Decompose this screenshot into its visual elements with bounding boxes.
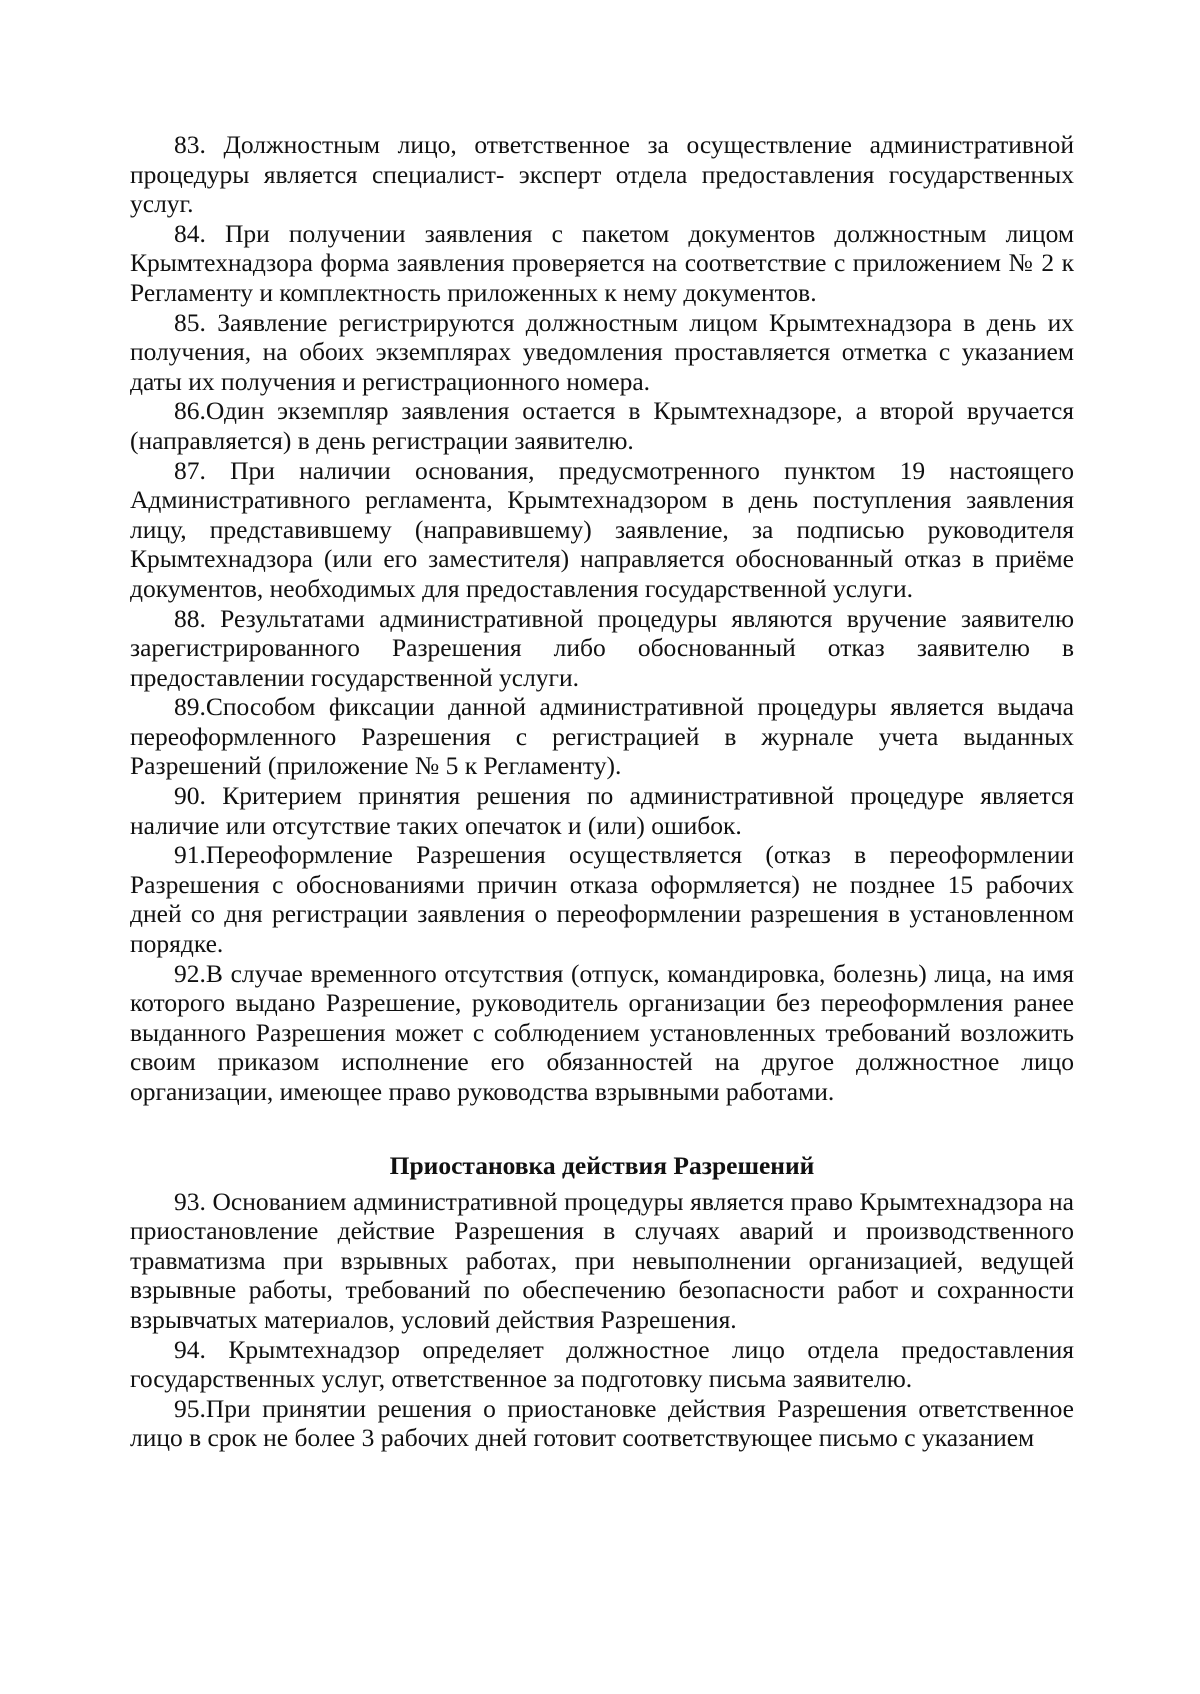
paragraph-93: 93. Основанием административной процедуры является право Крымтехнадзора на приостановление действие Разрешения в случаях аварий и производственного травматизма при взрывных работах, при невыполнении организацией, ведущей взрывные работы, требований по обеспечению безопасности работ и сохранности взрывчатых материалов, условий действия Разрешения.	[130, 1186, 1074, 1334]
paragraph-95: 95.При принятии решения о приостановке действия Разрешения ответственное лицо в срок не более 3 рабочих дней готовит соответствующее письмо с указанием	[130, 1393, 1074, 1453]
section-title: Приостановка действия Разрешений	[389, 1150, 815, 1180]
paragraph-88: 88. Результатами административной процедуры являются вручение заявителю зарегистрированного Разрешения либо обоснованный отказ заявителю в предоставлении государственной услуги.	[130, 603, 1074, 692]
paragraph-89: 89.Способом фиксации данной административной процедуры является выдача переоформленного Разрешения с регистрацией в журнале учета выданных Разрешений (приложение № 5 к Регламенту).	[130, 692, 1074, 781]
paragraph-87: 87. При наличии основания, предусмотренного пунктом 19 настоящего Административного регламента, Крымтехнадзором в день поступления заявления лицу, представившему (направившему) заявление, за подписью руководителя Крымтехнадзора (или его заместителя) направляется обоснованный отказ в приёме документов, необходимых для предоставления государственной услуги.	[130, 455, 1074, 603]
paragraph-85: 85. Заявление регистрируются должностным лицом Крымтехнадзора в день их получения, на обоих экземплярах уведомления проставляется отметка с указанием даты их получения и регистрационного номера.	[130, 307, 1074, 396]
paragraph-92: 92.В случае временного отсутствия (отпуск, командировка, болезнь) лица, на имя которого выдано Разрешение, руководитель организации без переоформления ранее выданного Разрешения может с соблюдением установленных требований возложить своим приказом исполнение его обязанностей на другое должностное лицо организации, имеющее право руководства взрывными работами.	[130, 958, 1074, 1106]
section-spacer	[130, 1107, 1074, 1151]
paragraph-83: 83. Должностным лицо, ответственное за осуществление административной процедуры является специалист- эксперт отдела предоставления государственных услуг.	[130, 130, 1074, 219]
paragraph-91: 91.Переоформление Разрешения осуществляется (отказ в переоформлении Разрешения с обоснованиями причин отказа оформляется) не позднее 15 рабочих дней со дня регистрации заявления о переоформлении разрешения в установленном порядке.	[130, 840, 1074, 959]
paragraph-86: 86.Один экземпляр заявления остается в Крымтехнадзоре, а второй вручается (направляется) в день регистрации заявителю.	[130, 396, 1074, 455]
paragraph-90: 90. Критерием принятия решения по административной процедуре является наличие или отсутствие таких опечаток и (или) ошибок.	[130, 781, 1074, 840]
document-body	[130, 130, 1074, 1453]
paragraph-94: 94. Крымтехнадзор определяет должностное лицо отдела предоставления государственных услуг, ответственное за подготовку письма заявителю.	[130, 1334, 1074, 1394]
paragraph-84: 84. При получении заявления с пакетом документов должностным лицом Крымтехнадзора форма заявления проверяется на соответствие с приложением № 2 к Регламенту и комплектность приложенных к нему документов.	[130, 218, 1074, 307]
